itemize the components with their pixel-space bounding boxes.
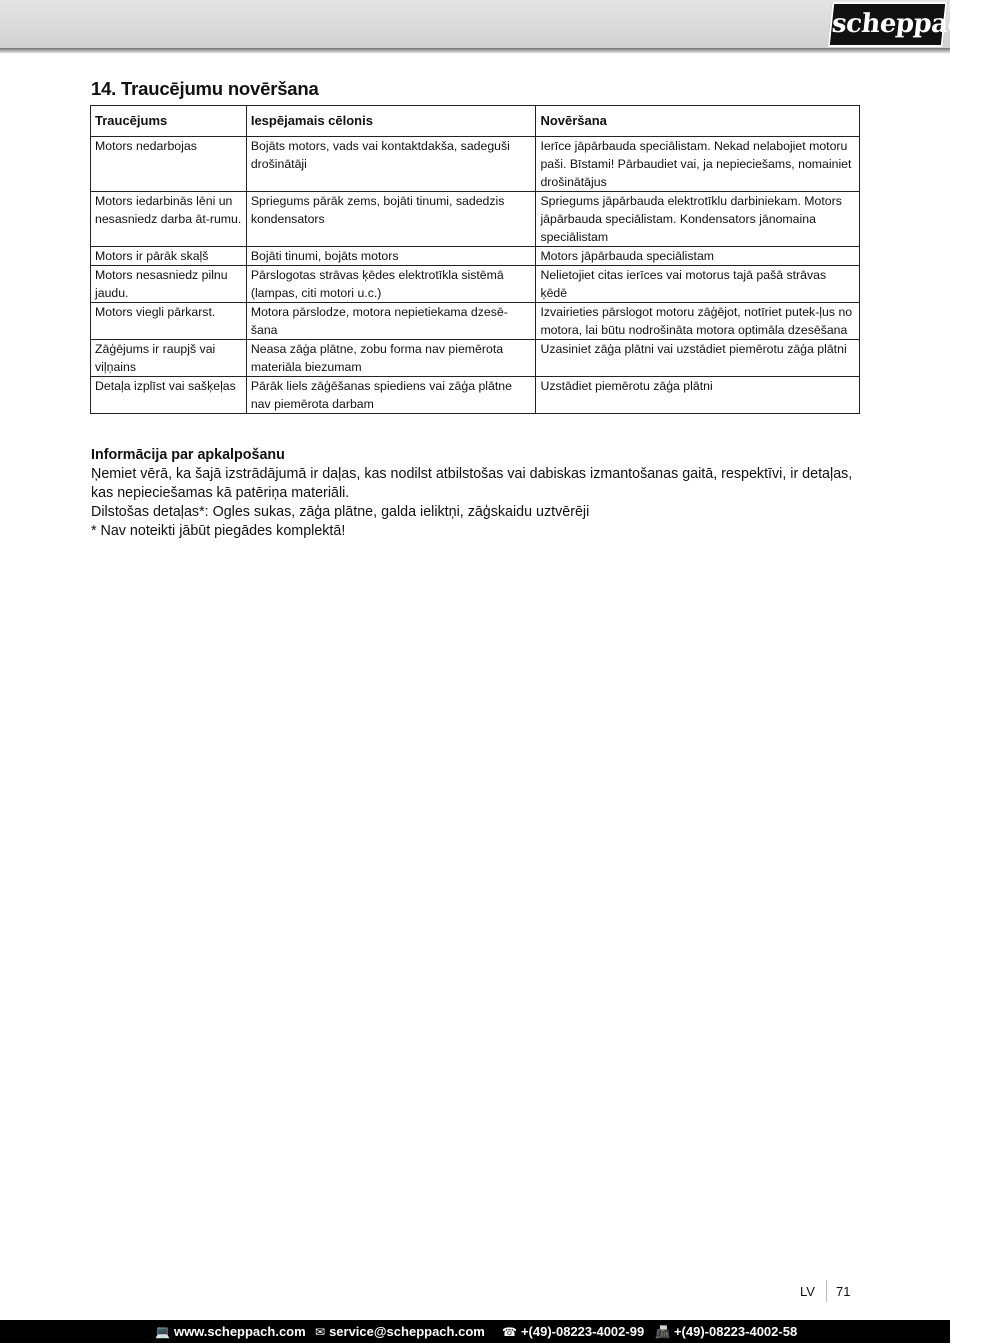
footer-email [315, 1320, 485, 1344]
table-header-row [91, 106, 860, 137]
cause-cell: Pārslogotas strāvas ķēdes elektrotīkla sistēmā (lampas, citi motori u.c.) [246, 266, 536, 303]
remedy-cell: Motors jāpārbauda speciālistam [536, 247, 860, 266]
footer-bar [0, 1320, 950, 1343]
column-header-fault: Traucējums [91, 106, 247, 137]
table-row [91, 137, 860, 192]
cause-cell: Pārāk liels zāģēšanas spiediens vai zāģa plātne nav piemērota darbam [246, 377, 536, 414]
remedy-cell: Uzstādiet piemērotu zāģa plātni [536, 377, 860, 414]
table-row [91, 266, 860, 303]
delivery-note: * Nav noteikti jābūt piegādes komplektā! [91, 523, 346, 539]
phone-icon: ☎ [502, 1325, 517, 1339]
fault-cell: Zāģējums ir raupjš vai viļņains [91, 340, 247, 377]
fault-cell: Motors nesasniedz pilnu jaudu. [91, 266, 247, 303]
footer-email-text[interactable]: service@scheppach.com [329, 1324, 485, 1339]
header-shadow [0, 48, 950, 54]
footer-web-text[interactable]: www.scheppach.com [173, 1324, 306, 1339]
remedy-cell: Spriegums jāpārbauda elektrotīklu darbiniekam. Motors jāpārbauda speciālistam. Kondensators jānomaina speciālistam [536, 192, 860, 247]
service-info [91, 446, 871, 541]
header-band [0, 0, 950, 48]
envelope-icon: ✉ [315, 1325, 326, 1339]
cause-cell: Spriegums pārāk zems, bojāti tinumi, sadedzis kondensators [246, 192, 536, 247]
remedy-cell: Uzasiniet zāģa plātni vai uzstādiet piemērotu zāģa plātni [536, 340, 860, 377]
cause-cell: Motora pārslodze, motora nepietiekama dzesē-šana [246, 303, 536, 340]
service-info-text: Ņemiet vērā, ka šajā izstrādājumā ir daļas, kas nodilst atbilstošas vai dabiskas izmantošanas gaitā, respektīvi, ir detaļas, kas nepieciešamas kā patēriņa materiāli. [91, 466, 853, 501]
table-row [91, 340, 860, 377]
troubleshooting-table [90, 105, 860, 414]
footer-phone-text: +(49)-08223-4002-99 [520, 1324, 645, 1339]
page-number: 71 [836, 1284, 851, 1299]
footer-fax-text: +(49)-08223-4002-58 [673, 1324, 798, 1339]
page-language: LV [800, 1284, 815, 1299]
cause-cell: Bojāti tinumi, bojāts motors [246, 247, 536, 266]
table-row [91, 247, 860, 266]
table-row [91, 377, 860, 414]
page-number-divider [826, 1280, 827, 1302]
fax-icon: 📠 [655, 1325, 670, 1339]
footer-phone [502, 1320, 644, 1344]
fault-cell: Motors iedarbinās lēni un nesasniedz darba āt-rumu. [91, 192, 247, 247]
column-header-cause: Iespējamais cēlonis [246, 106, 536, 137]
fault-cell: Motors ir pārāk skaļš [91, 247, 247, 266]
table-row [91, 303, 860, 340]
scheppach-logo: scheppach [828, 2, 948, 47]
remedy-cell: Izvairieties pārslogot motoru zāģējot, notīriet putek-ļus no motora, lai būtu nodrošināta motora optimāla dzesēšana [536, 303, 860, 340]
section-title: 14. Traucējumu novēršana [91, 78, 319, 99]
computer-icon: 💻 [155, 1325, 170, 1339]
table-row [91, 192, 860, 247]
service-info-title: Informācija par apkalpošanu [91, 447, 285, 463]
cause-cell: Bojāts motors, vads vai kontaktdakša, sadeguši drošinātāji [246, 137, 536, 192]
fault-cell: Detaļa izplīst vai sašķeļas [91, 377, 247, 414]
cause-cell: Neasa zāģa plātne, zobu forma nav piemērota materiāla biezumam [246, 340, 536, 377]
column-header-remedy: Novēršana [536, 106, 860, 137]
fault-cell: Motors viegli pārkarst. [91, 303, 247, 340]
remedy-cell: Ierīce jāpārbauda speciālistam. Nekad nelabojiet motoru paši. Bīstami! Pārbaudiet vai, ja nepieciešams, nomainiet drošinātājus [536, 137, 860, 192]
footer-fax [655, 1320, 797, 1344]
footer-web [155, 1320, 306, 1344]
remedy-cell: Nelietojiet citas ierīces vai motorus tajā pašā strāvas ķēdē [536, 266, 860, 303]
wear-parts-text: Dilstošas detaļas*: Ogles sukas, zāģa plātne, galda ieliktņi, zāģskaidu uztvērēji [91, 504, 590, 520]
fault-cell: Motors nedarbojas [91, 137, 247, 192]
